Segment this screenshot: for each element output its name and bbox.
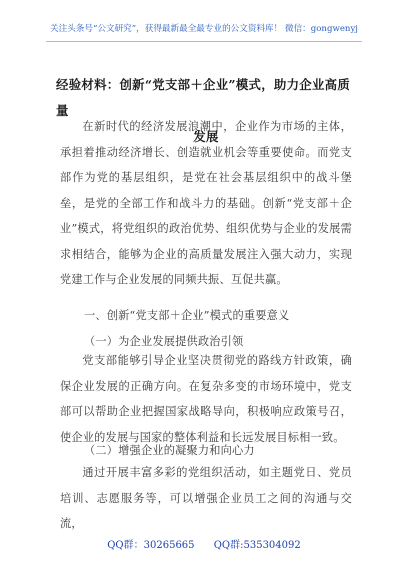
header-divider xyxy=(46,41,362,42)
subsection-heading-1: （一）为企业发展提供政治引领 xyxy=(84,335,244,348)
footer-qq-group-1: QQ群：30265665 xyxy=(107,540,195,551)
title-line-1: 经验材料：创新“党支部＋企业”模式，助力企业高质量 xyxy=(56,77,351,118)
footer-qq-group-2: QQ群:535304092 xyxy=(213,540,301,551)
footer xyxy=(0,536,408,551)
section-heading-1: 一、创新“党支部＋企业”模式的重要意义 xyxy=(84,309,290,322)
header-banner: 关注头条号“公文研究”，获得最新最全最专业的公文资料库！ 微信：gongwenyj xyxy=(50,24,358,34)
title-line-2: 发展 xyxy=(193,129,219,144)
subsection-heading-2: （二）增强企业的凝聚力和向心力 xyxy=(84,444,255,457)
paragraph-2: 党支部能够引导企业坚决贯彻党的路线方针政策，确保企业发展的正确方向。在复杂多变的市场环境中，党支部可以帮助企业把握国家战略导向，积极响应政策号召，使企业的发展与国家的整体利益和长远发展目标相一致。 xyxy=(60,354,352,444)
intro-paragraph: 在新时代的经济发展浪潮中，企业作为市场的主体，承担着推动经济增长、创造就业机会等重要使命。而党支部作为党的基层组织，是党在社会基层组织中的战斗堡垒，是党的全部工作和战斗力的基础。创新“党支部＋企业”模式，将党组织的政治优势、组织优势与企业的发展需求相结合，能够为企业的高质量发展注入强大动力，实现党建工作与企业发展的同频共振、互促共赢。 xyxy=(60,120,352,286)
paragraph-3: 通过开展丰富多彩的党组织活动，如主题党日、党员培训、志愿服务等，可以增强企业员工之间的沟通与交流， xyxy=(60,466,352,530)
